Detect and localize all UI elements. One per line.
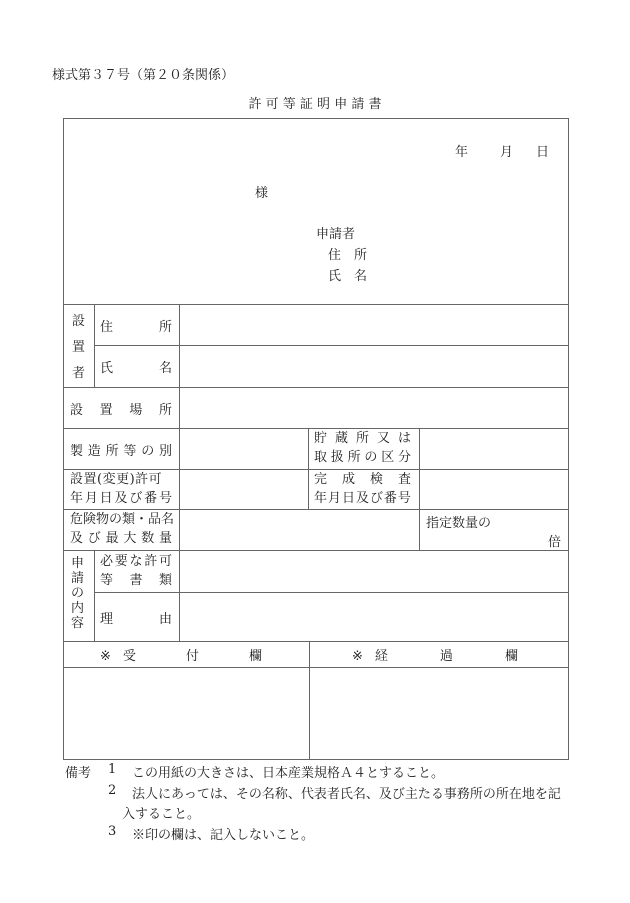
notes-label: 備考 bbox=[65, 766, 92, 781]
times-unit-label: 倍 bbox=[548, 535, 562, 550]
note-number: 1 bbox=[108, 762, 117, 777]
hazmat-field[interactable] bbox=[180, 510, 418, 549]
note-text-continued: 入すること。 bbox=[122, 807, 201, 822]
divider bbox=[63, 641, 568, 642]
permit-label: 設置(変更)許可 年 月 日 及 び 番 号 bbox=[70, 472, 172, 506]
location-field[interactable] bbox=[180, 388, 567, 427]
storage-category-label: 貯 蔵 所 又 は 取 扱 所 の 区 分 bbox=[314, 431, 411, 465]
divider bbox=[308, 428, 309, 509]
page-title: 許 可 等 証 明 申 請 書 bbox=[248, 97, 382, 112]
progress-field bbox=[310, 668, 567, 758]
reason-field[interactable] bbox=[180, 593, 567, 640]
installer-name-label: 氏 名 bbox=[100, 361, 172, 376]
date-year-label: 年 bbox=[455, 145, 469, 160]
addressee-suffix: 様 bbox=[255, 186, 269, 201]
required-docs-label: 必 要 な 許 可 等 書 類 bbox=[100, 554, 172, 588]
date-month-label: 月 bbox=[500, 145, 514, 160]
date-day-label: 日 bbox=[536, 145, 550, 160]
note-number: 2 bbox=[108, 783, 117, 798]
applicant-label: 申請者 bbox=[316, 227, 356, 242]
reception-field bbox=[64, 668, 308, 758]
inspection-label: 完 成 検 査 年 月 日 及 び 番 号 bbox=[314, 472, 411, 506]
installer-name-field[interactable] bbox=[180, 346, 567, 386]
reason-label: 理 由 bbox=[100, 612, 172, 627]
applicant-name-label: 氏 名 bbox=[328, 269, 368, 284]
form-number: 様式第３７号（第２０条関係） bbox=[52, 68, 235, 83]
note-number: 3 bbox=[108, 824, 117, 839]
installer-address-label: 住 所 bbox=[100, 320, 172, 335]
facility-type-field[interactable] bbox=[180, 429, 307, 468]
installer-address-field[interactable] bbox=[180, 305, 567, 345]
note-text: この用紙の大きさは、日本産業規格Ａ４とすること。 bbox=[132, 766, 445, 781]
application-content-label: 申請の内容 bbox=[71, 556, 85, 631]
designated-quantity-label: 指定数量の bbox=[426, 516, 492, 531]
required-docs-field[interactable] bbox=[180, 551, 567, 591]
divider bbox=[94, 304, 95, 387]
installer-group-label bbox=[72, 309, 85, 387]
permit-field[interactable] bbox=[180, 470, 307, 508]
storage-category-field[interactable] bbox=[420, 429, 567, 468]
facility-type-label: 製 造 所 等 の 別 bbox=[70, 444, 172, 459]
note-text: 法人にあっては、その名称、代表者氏名、及び主たる事務所の所在地を記 bbox=[132, 787, 561, 802]
hazmat-label: 危険物の類・品名 及 び 最 大 数 量 bbox=[70, 512, 175, 546]
inspection-field[interactable] bbox=[420, 470, 567, 508]
location-label: 設 置 場 所 bbox=[70, 403, 172, 418]
reception-header: ※ 受 付 欄 bbox=[100, 649, 262, 664]
label-char: 置 bbox=[72, 340, 86, 355]
progress-header: ※ 経 過 欄 bbox=[352, 649, 518, 664]
label-char: 者 bbox=[72, 366, 86, 381]
label-char: 設 bbox=[72, 314, 86, 329]
divider bbox=[94, 550, 95, 641]
note-text: ※印の欄は、記入しないこと。 bbox=[132, 828, 315, 843]
applicant-address-label: 住 所 bbox=[328, 248, 368, 263]
